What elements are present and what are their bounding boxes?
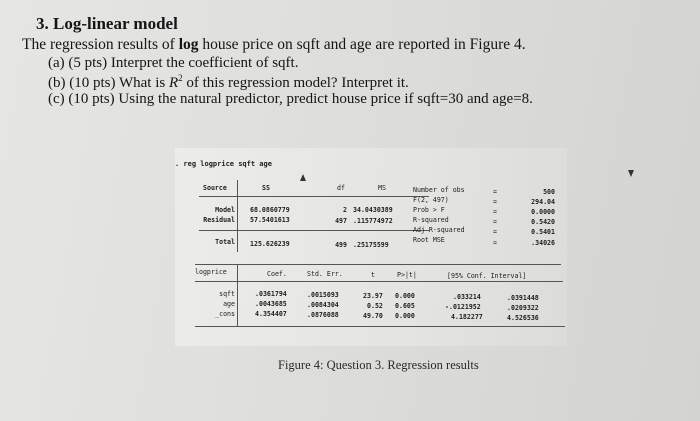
coef-row-sqft-hi: .0391448 <box>507 294 539 302</box>
stat-label-probf: Prob > F <box>413 206 445 214</box>
anova-total-rule <box>199 230 429 231</box>
anova-row-total-ms: .25175599 <box>353 241 389 249</box>
anova-row-model-ms: 34.0430389 <box>353 206 393 214</box>
coef-header-p: P>|t| <box>397 271 417 279</box>
coef-header-se: Std. Err. <box>307 270 343 278</box>
coef-row-sqft-t: 23.97 <box>363 292 383 300</box>
coef-row-age-hi: .0209322 <box>507 304 539 312</box>
question-b <box>48 73 409 92</box>
coef-divider <box>237 264 238 326</box>
coef-top-rule <box>195 264 561 265</box>
question-b-suffix: of this regression model? Interpret it. <box>182 75 409 91</box>
anova-row-total-ss: 125.626239 <box>250 240 290 248</box>
stat-label-nobs: Number of obs <box>413 186 465 194</box>
stat-label-rsq: R-squared <box>413 216 449 224</box>
coef-row-cons-se: .0876088 <box>307 311 339 319</box>
stata-command: . reg logprice sqft age <box>175 160 272 168</box>
coef-row-sqft-var: sqft <box>219 290 235 298</box>
coef-row-age-coef: .0043685 <box>255 300 287 308</box>
coef-row-age-t: 0.52 <box>367 302 383 310</box>
figure-caption: Figure 4: Question 3. Regression results <box>278 358 479 372</box>
coef-row-age-lo: -.0121952 <box>445 303 481 311</box>
regression-output-figure <box>175 148 567 346</box>
mouse-cursor-icon <box>300 174 306 181</box>
question-c: (c) (10 pts) Using the natural predictor, predict house price if sqft=30 and age=8. <box>48 91 533 107</box>
question-b-prefix: (b) (10 pts) What is <box>48 75 169 91</box>
stat-eq-rsq: = <box>493 218 497 226</box>
problem-title: 3. Log-linear model <box>36 14 178 33</box>
stat-eq-rmse: = <box>493 239 497 247</box>
coef-row-age-p: 0.605 <box>395 302 415 310</box>
anova-row-total-source: Total <box>215 238 235 246</box>
r-symbol: R <box>168 75 179 91</box>
coef-row-age-var: age <box>223 300 235 308</box>
coef-row-cons-hi: 4.526536 <box>507 314 539 322</box>
anova-row-total-df: 499 <box>335 241 347 249</box>
coef-row-cons-coef: 4.354407 <box>255 310 287 318</box>
anova-header-rule <box>199 196 429 197</box>
anova-row-residual-df: 497 <box>335 217 347 225</box>
coef-bottom-rule <box>195 326 565 327</box>
stat-label-adjrsq: Adj R-squared <box>413 226 465 234</box>
coef-header-rule <box>195 281 563 282</box>
coef-header-t: t <box>371 271 375 279</box>
stat-eq-f: = <box>493 198 497 206</box>
anova-header-ms: MS <box>378 184 386 192</box>
stat-eq-adjrsq: = <box>493 228 497 236</box>
anova-row-model-source: Model <box>215 206 235 214</box>
stat-label-f: F(2, 497) <box>413 196 449 204</box>
coef-row-sqft-coef: .0361794 <box>255 290 287 298</box>
coef-row-sqft-lo: .033214 <box>453 293 481 301</box>
coef-header-ci: [95% Conf. Interval] <box>447 272 527 280</box>
stat-value-probf: 0.0000 <box>531 208 555 216</box>
coef-row-cons-p: 0.000 <box>395 312 415 320</box>
coef-header-dep: logprice <box>195 268 227 276</box>
intro-bold-log: log <box>178 36 199 53</box>
coef-row-age-se: .0084304 <box>307 301 339 309</box>
anova-row-residual-source: Residual <box>203 216 235 224</box>
stat-eq-probf: = <box>493 208 497 216</box>
coef-row-cons-lo: 4.182277 <box>451 313 483 321</box>
intro-prefix: The regression results of <box>22 36 179 53</box>
coef-row-cons-t: 49.70 <box>363 312 383 320</box>
anova-header-source: Source <box>203 184 227 192</box>
problem-intro <box>22 36 526 54</box>
question-a: (a) (5 pts) Interpret the coefficient of sqft. <box>48 55 299 71</box>
stat-value-rmse: .34026 <box>531 239 555 247</box>
coef-row-sqft-p: 0.000 <box>395 292 415 300</box>
anova-row-residual-ms: .115774972 <box>353 217 393 225</box>
anova-row-model-df: 2 <box>343 206 347 214</box>
anova-header-df: df <box>337 184 345 192</box>
coef-row-sqft-se: .0015093 <box>307 291 339 299</box>
r-superscript: 2 <box>178 73 183 83</box>
stat-label-rmse: Root MSE <box>413 236 445 244</box>
stat-value-nobs: 500 <box>543 188 555 196</box>
anova-row-model-ss: 68.0860779 <box>250 206 290 214</box>
coef-row-cons-var: _cons <box>215 310 235 318</box>
stat-value-adjrsq: 0.5401 <box>531 228 555 236</box>
stat-value-rsq: 0.5420 <box>531 218 555 226</box>
anova-divider <box>237 180 238 252</box>
stat-value-f: 294.04 <box>531 198 555 206</box>
anova-row-residual-ss: 57.5401613 <box>250 216 290 224</box>
stat-eq-nobs: = <box>493 188 497 196</box>
anova-header-ss: SS <box>262 184 270 192</box>
intro-suffix: house price on sqft and age are reported in Figure 4. <box>198 36 526 53</box>
coef-header-coef: Coef. <box>267 270 287 278</box>
arrow-marker-icon <box>628 170 634 177</box>
